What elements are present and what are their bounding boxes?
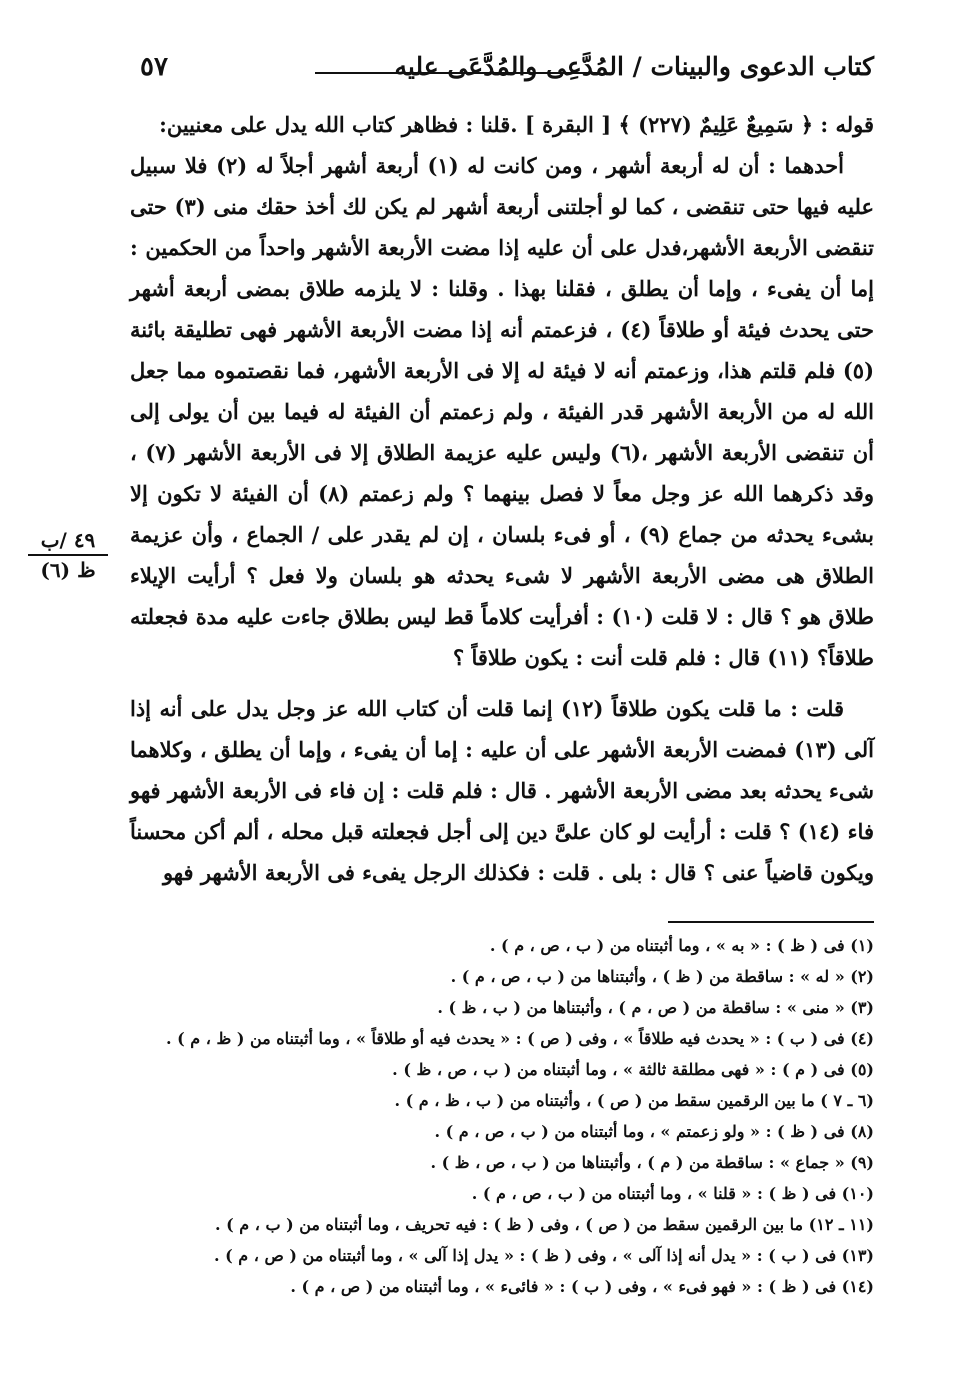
folio-note-line-2: ظ (٦) [40,558,96,582]
footnote: (١٣) فى ( ب ) : « يدل أنه إذا آلى » ، وفى ( ظ ) : « يدل إذا آلى » ، وما أثبتناه من ( ص ، م ) . [213,1246,874,1265]
manuscript-folio-note [20,528,116,582]
footnotes [130,930,874,1302]
footnote: (١) فى ( ظ ) : « به » ، وما أثبتناه من ( ب ، ص ، م ) . [489,936,874,955]
footnote: (٨) فى ( ظ ) : « ولو زعمتم » ، وما أثبتناه من ( ب ، ص ، م ) . [434,1122,874,1141]
paragraph-1 [130,145,874,678]
page-header [130,52,874,92]
footnote: (٢) « له » : ساقطة من ( ظ ) ، وأثبتناها من ( ب ، ص ، م ) . [450,967,874,986]
paragraph-1-text: : أن له أربعة أشهر ، ومن كانت له (١) أربعة أشهر أجلاً له (٢) فلا سبيل عليه فيها حتى تنقضى ، كما لو أجلتنى أربعة أشهر لم يكن لك أخذ حقك منى (٣) حتى تنقضى الأربعة الأشهر،فدل على أن عليه إذا مضت الأربعة الأشهر واحداً من الحكمين : إما أن يفىء ، وإما أن يطلق ، فقلنا بهذا . وقلنا : لا يلزمه طلاق بمضى أربعة أشهر حتى يحدث فيئة أو طلاقاً (٤) ، فزعمتم أنه إذا مضت الأربعة الأشهر فهى تطليقة بائنة (٥) فلم قلتم هذا، وزعمتم أنه لا فيئة له إلا فى الأربعة الأشهر، فما نقصتموه مما جعل الله له من الأربعة الأشهر قدر الفيئة ، ولم زعمتم أن الفيئة له فيما بين أن يولى إلى أن تنقضى الأربعة الأشهر ،(٦) وليس عليه عزيمة الطلاق إلا فى الأربعة الأشهر (٧) ، وقد ذكرهما الله عز وجل معاً لا فصل بينهما ؟ ولم زعمتم (٨) أن الفيئة لا تكون إلا بشىء يحدثه من جماع (٩) ، أو فىء بلسان ، إن لم يقدر على / الجماع ، وأن عزيمة الطلاق هى مضى الأربعة الأشهر لا شىء يحدثه هو بلسان ولا فعل ؟ أرأيت الإيلاء طلاق هو ؟ قال : لا قلت (١٠) : أفرأيت كلاماً قط ليس بطلاق جاءت عليه مدة فجعلته طلاقاً؟ (١١) قال : فلم قلت أنت : يكون طلاقاً ؟ [130,153,875,670]
footnote: (٥) فى ( م ) : « فهى مطلقة ثالثة » ، وما أثبتناه من ( ب ، ص ، ظ ) . [392,1060,874,1079]
footnote: (١٤) فى ( ظ ) : « فهو فىء » ، وفى ( ب ) : « فائىء » ، وما أثبتناه من ( ص ، م ) . [290,1277,874,1296]
main-text [130,104,874,893]
footnote: (٣) « منى » : ساقطة من ( ص ، م ) ، وأثبتناها من ( ب ، ظ ) . [437,998,874,1017]
page-number: ٥٧ [140,52,168,82]
footnote: (١٠) فى ( ظ ) : « قلنا » ، وما أثبتناه من ( ب ، ص ، م ) . [471,1184,874,1203]
paragraph-2: قلت : ما قلت يكون طلاقاً (١٢) إنما قلت أن كتاب الله عز وجل يدل على أنه إذا آلى (١٣) فمضت الأربعة الأشهر على أن عليه : إما أن يفىء ، وإما أن يطلق ، وكلاهما شىء يحدثه بعد مضى الأربعة الأشهر . قال : فلم قلت : إن فاء فى الأربعة الأشهر فهو فاء (١٤) ؟ قلت : أرأيت لو كان علىَّ دين إلى أجل فجعلته قبل محله ، ألم أكن محسناً ويكون قاضياً عنى ؟ قال : بلى . قلت : فكذلك الرجل يفىء فى الأربعة الأشهر فهو [130,696,874,885]
running-title: كتاب الدعوى والبينات / المُدَّعِى والمُدَّعَى عليه [394,52,874,81]
footnotes-separator [668,921,874,923]
footnote: (٩) « جماع » : ساقطة من ( م ) ، وأثبتناها من ( ب ، ص ، ظ ) . [430,1153,874,1172]
quote-line: قوله : ﴿ سَمِيعٌ عَلِيمٌ (٢٢٧) ﴾ [ البقرة ] .قلنا : فظاهر كتاب الله يدل على معنيين: [159,112,874,137]
footnote: (٤) فى ( ب ) : « يحدث فيه طلاقاً » ، وفى ( ص ) : « يحدث فيه أو طلاقاً » ، وما أثبتناه من ( ظ ، م ) . [165,1029,874,1048]
folio-note-line-1: ٤٩ /ب [40,528,96,552]
folio-note-rule [28,554,108,556]
footnote: (١١ ـ ١٢) ما بين الرقمين سقط من ( ص ) ، وفى ( ظ ) : فيه تحريف ، وما أثبتناه من ( ب ، م ) . [214,1215,874,1234]
header-rule [315,72,597,74]
footnote: (٦ ـ ٧ ) ما بين الرقمين سقط من ( ص ) ، وأثبتناه من ( ب ، ظ ، م ) . [394,1091,874,1110]
paragraph-1-lead: أحدهما [784,153,844,178]
